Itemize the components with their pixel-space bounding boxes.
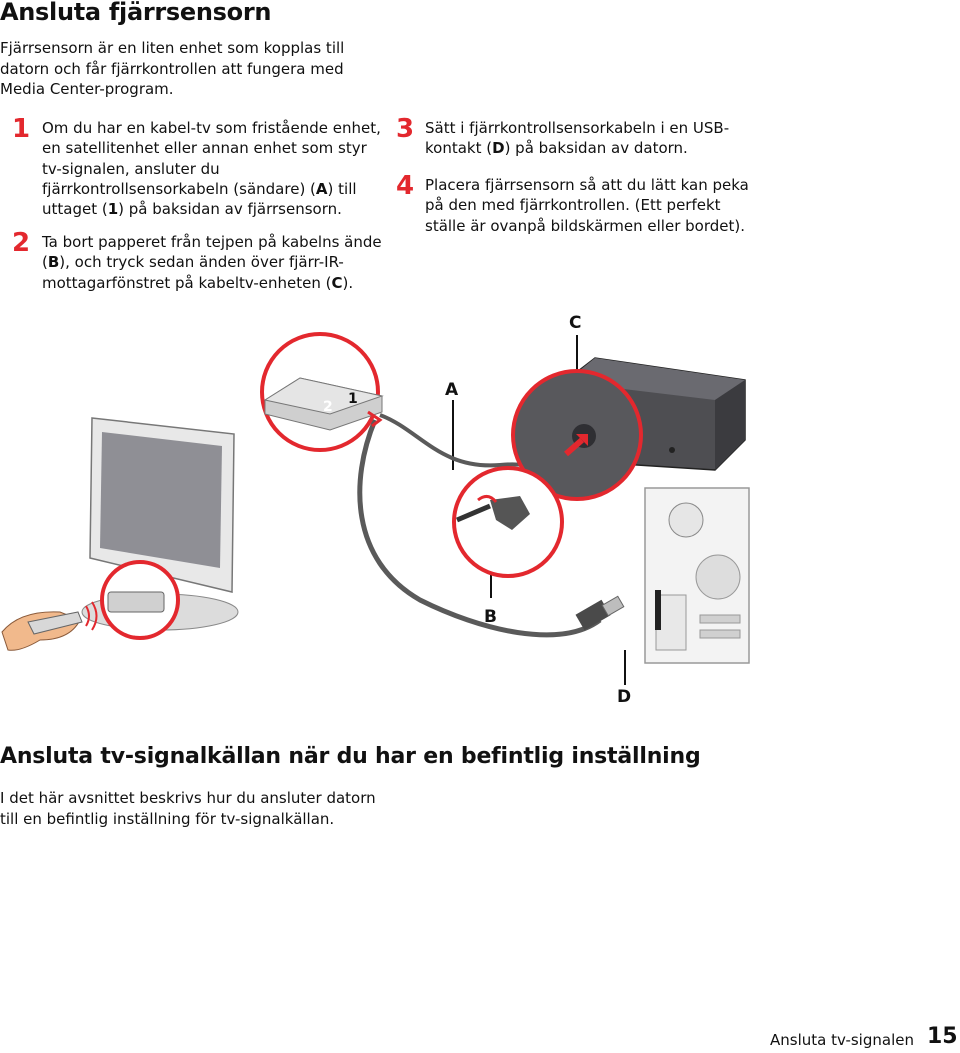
step-number: 4: [396, 171, 415, 201]
section-heading: Ansluta tv-signalkällan när du har en befintlig inställning: [0, 744, 701, 769]
page-title: Ansluta fjärrsensorn: [0, 0, 272, 26]
step-text: Om du har en kabel-tv som fristående enhet, en satellitenhet eller annan enhet som styr tv-signalen, ansluter du fjärrkontrollsensorkabeln (sändare) (A) till uttaget (1) på baksidan av fjärrsensorn.: [42, 119, 381, 219]
step-text: Ta bort papperet från tejpen på kabelns ände (B), och tryck sedan änden över fjärr-IR-mottagarfönstret på kabeltv-enheten (C).: [42, 233, 382, 292]
port-label-2: 2: [323, 399, 333, 415]
label-a: A: [445, 380, 459, 400]
intro-paragraph: Fjärrsensorn är en liten enhet som kopplas till datorn och får fjärrkontrollen att fungera med Media Center-program.: [0, 39, 345, 98]
section-body: I det här avsnittet beskrivs hur du ansluter datorn till en befintlig inställning för tv-signalkällan.: [0, 789, 376, 828]
port-label-1: 1: [348, 391, 358, 407]
callout-tape-end: [454, 468, 562, 576]
step-number: 2: [12, 228, 31, 258]
step-text: Sätt i fjärrkontrollsensorkabeln i en USB-kontakt (D) på baksidan av datorn.: [425, 119, 730, 158]
callout-monitor-sensor: [102, 562, 178, 638]
step-number: 1: [12, 114, 31, 144]
step-text: Placera fjärrsensorn så att du lätt kan peka på den med fjärrkontrollen. (Ett perfekt ställe är ovanpå bildskärmen eller bordet).: [425, 176, 749, 235]
label-d: D: [617, 687, 632, 707]
label-c: C: [569, 313, 582, 333]
page-number: 15: [927, 1024, 958, 1049]
connection-diagram: [0, 300, 760, 720]
label-b: B: [484, 607, 497, 627]
pc-tower: [645, 488, 749, 663]
usb-plug: [576, 596, 624, 630]
footer-section-title: Ansluta tv-signalen: [770, 1031, 914, 1049]
callout-sensor: [262, 334, 382, 450]
step-number: 3: [396, 114, 415, 144]
